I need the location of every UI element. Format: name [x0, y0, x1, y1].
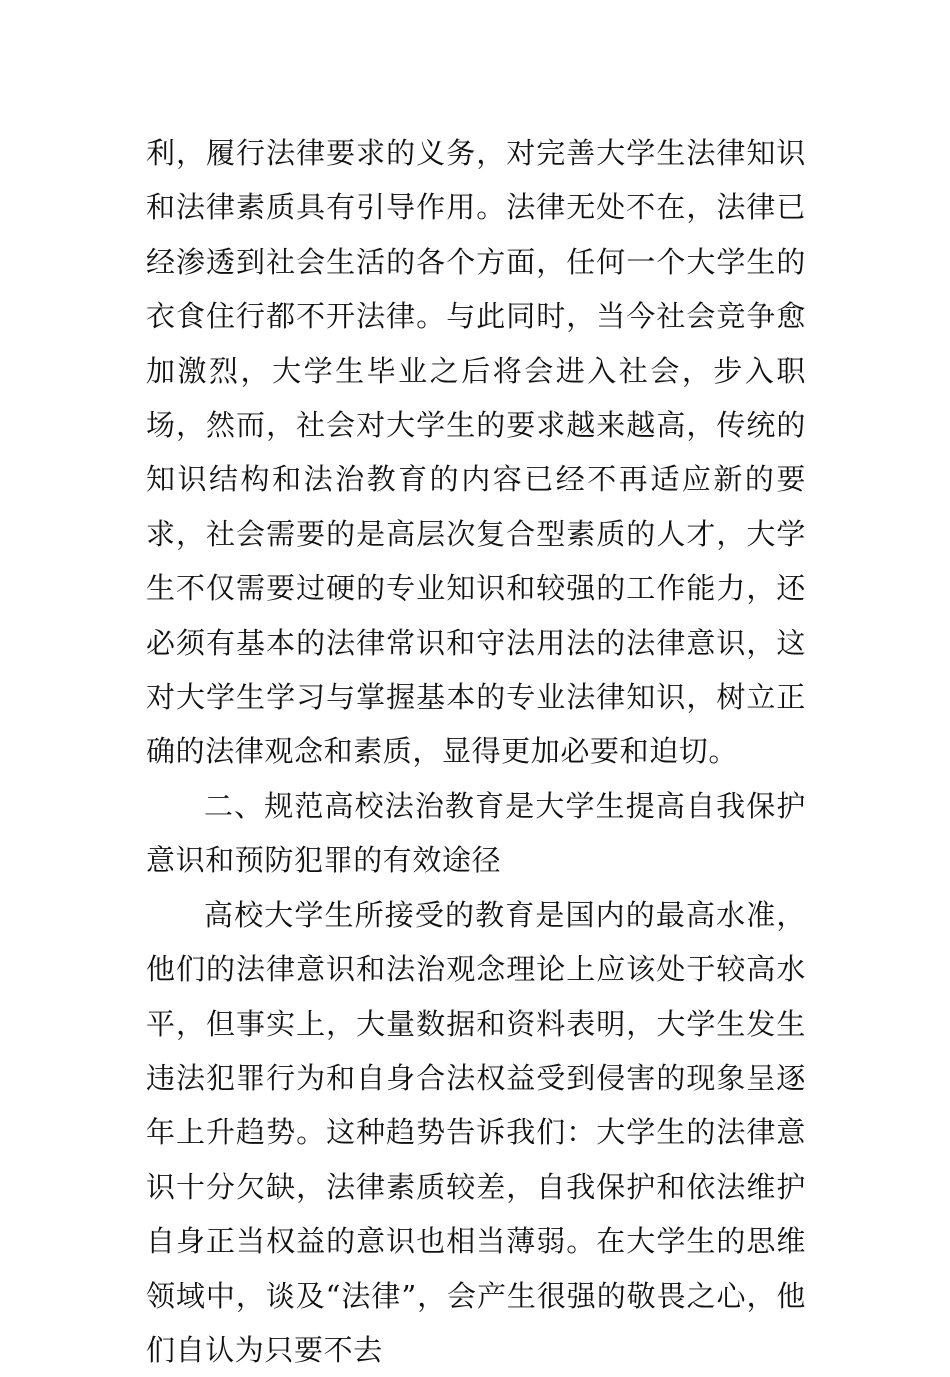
paragraph-continuation: 利，履行法律要求的义务，对完善大学生法律知识和法律素质具有引导作用。法律无处不在，法律已经渗透到社会生活的各个方面，任何一个大学生的衣食住行都不开法律。与此同时，当今社会竞争愈加激烈，大学生毕业之后将会进入社会，步入职场，然而，社会对大学生的要求越来越高，传统的知识结构和法治教育的内容已经不再适应新的要求，社会需要的是高层次复合型素质的人才，大学生不仅需要过硬的专业知识和较强的工作能力，还必须有基本的法律常识和守法用法的法律意识，这对大学生学习与掌握基本的专业法律知识，树立正确的法律观念和素质，显得更加必要和迫切。: [146, 136, 806, 769]
document-body: [146, 126, 806, 1377]
section-heading: 二、规范高校法治教育是大学生提高自我保护意识和预防犯罪的有效途径: [146, 788, 806, 878]
paragraph-body: 高校大学生所接受的教育是国内的最高水准，他们的法律意识和法治观念理论上应该处于较高水平，但事实上，大量数据和资料表明，大学生发生违法犯罪行为和自身合法权益受到侵害的现象呈逐年上升趋势。这种趋势告诉我们：大学生的法律意识十分欠缺，法律素质较差，自我保护和依法维护自身正当权益的意识也相当薄弱。在大学生的思维领域中，谈及“法律”，会产生很强的敬畏之心，他们自认为只要不去: [146, 897, 806, 1367]
